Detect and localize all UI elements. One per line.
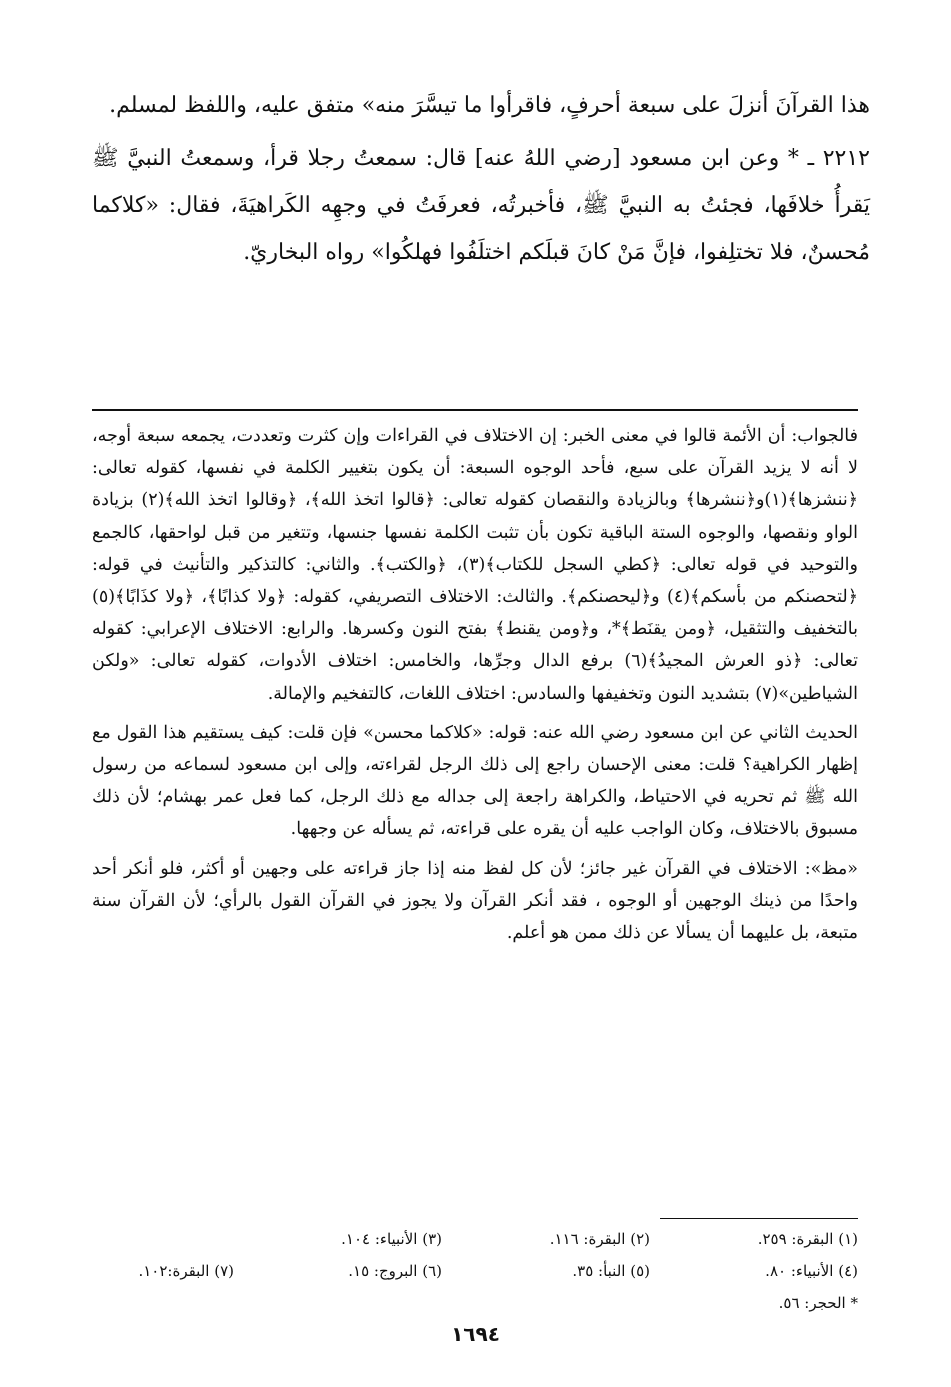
footnote: (٧) البقرة:١٠٢. [138, 1262, 234, 1280]
commentary-paragraph: «مظ»: الاختلاف في القرآن غير جائز؛ لأن كل لفظ منه إذا جاز قراءته على وجهين أو أكثر، فلو أنكر أحد واحدًا من ذينك الوجهين أو الوجوه ، فقد أنكر القرآن ولا يجوز في القرآن القول بالرأي؛ لأن القرآن سنة متبعة، بل عليهما أن يسألا عن ذلك ممن هو أعلم. [92, 858, 858, 944]
footnote-row [92, 1287, 858, 1319]
footnotes [92, 1223, 858, 1319]
footnote-row [92, 1223, 858, 1255]
footnote: (٥) النبأ: ٣٥. [572, 1262, 650, 1280]
hadith-paragraph: ٢٢١٢ ـ * وعن ابن مسعود [رضي اللهُ عنه] قال: سمعتُ رجلا قرأ، وسمعتُ النبيَّ ﷺ يَقرأُ خلافَها، فجئتُ به النبيَّ ﷺ، فأخبرتُه، فعرفَتُ في وجهِه الكَراهيَةَ، فقال: «كلاكما مُحسنٌ، فلا تختلِفوا، فإنَّ مَنْ كانَ قبلَكم اختلَفُوا فهلكُوا» رواه البخاريّ. [92, 146, 870, 265]
commentary-paragraph: الحديث الثاني عن ابن مسعود رضي الله عنه: قوله: «كلاكما محسن» فإن قلت: كيف يستقيم هذا القول مع إظهار الكراهية؟ قلت: معنى الإحسان راجع إلى ذلك الرجل لقراءته، وإلى ابن مسعود لسماعه من رسول الله ﷺ ثم تحريه في الاحتياط، والكراهة راجعة إلى جداله مع ذلك الرجل، كما فعل عمر بهشام؛ لأن ذلك مسبوق بالاختلاف، وكان الواجب عليه أن يقره على قراءته، ثم يسأله عن وجهها. [92, 722, 858, 840]
footnote: (٤) الأنبياء: ٨٠. [765, 1262, 858, 1280]
page-number: ١٦٩٤ [451, 1322, 500, 1346]
footnote: (١) البقرة: ٢٥٩. [757, 1230, 858, 1248]
footnote-row [92, 1255, 858, 1287]
hadith-section [92, 82, 870, 276]
footnote-divider [660, 1218, 858, 1219]
section-divider [92, 409, 858, 411]
footnote: (٢) البقرة: ١١٦. [549, 1230, 650, 1248]
footnote: (٦) البروج: ١٥. [348, 1262, 442, 1280]
footnote: * الحجر: ٥٦. [778, 1294, 858, 1312]
commentary-paragraph: فالجواب: أن الأئمة قالوا في معنى الخبر: إن الاختلاف في القراءات وإن كثرت وتعددت، يجمعه سبعة أوجه، لا أنه لا يزيد القرآن على سبع، فأحد الوجوه السبعة: أن يكون بتغيير الكلمة في نفسها، كقوله تعالى: ﴿ننشزها﴾(١)و﴿ننشرها﴾ وبالزيادة والنقصان كقوله تعالى: ﴿قالوا اتخذ الله﴾، ﴿وقالوا اتخذ الله﴾(٢) بزيادة الواو ونقصها، والوجوه الستة الباقية تكون بأن تثبت الكلمة نفسها جنسها، وتتغير من قبل لواحقها، كالجمع والتوحيد في قوله تعالى: ﴿كطي السجل للكتاب﴾(٣)، ﴿والكتب﴾. والثاني: كالتذكير والتأنيث في قوله: ﴿لتحصنكم من بأسكم﴾(٤) و﴿ليحصنكم﴾. والثالث: الاختلاف التصريفي، كقوله: ﴿ولا كذابًا﴾، ﴿ولا كذَابًا﴾(٥) بالتخفيف والتثقيل، ﴿ومن يقنَط﴾*، و﴿ومن يقنط﴾ بفتح النون وكسرها. والرابع: الاختلاف الإعرابي: كقوله تعالى: ﴿ذو العرش المجيدُ﴾(٦) برفع الدال وجرِّها، والخامس: اختلاف الأدوات، كقوله تعالى: «ولكن الشياطين»(٧) بتشديد النون وتخفيفها والسادس: اختلاف اللغات، كالتفخيم والإمالة. [92, 426, 858, 704]
footnote: (٣) الأنبياء: ١٠٤. [341, 1230, 442, 1248]
commentary-section [92, 420, 858, 949]
hadith-paragraph: هذا القرآنَ أنزلَ على سبعة أحرفٍ، فاقرأوا ما تيسَّرَ منه» متفق عليه، واللفظ لمسلم. [109, 93, 870, 118]
